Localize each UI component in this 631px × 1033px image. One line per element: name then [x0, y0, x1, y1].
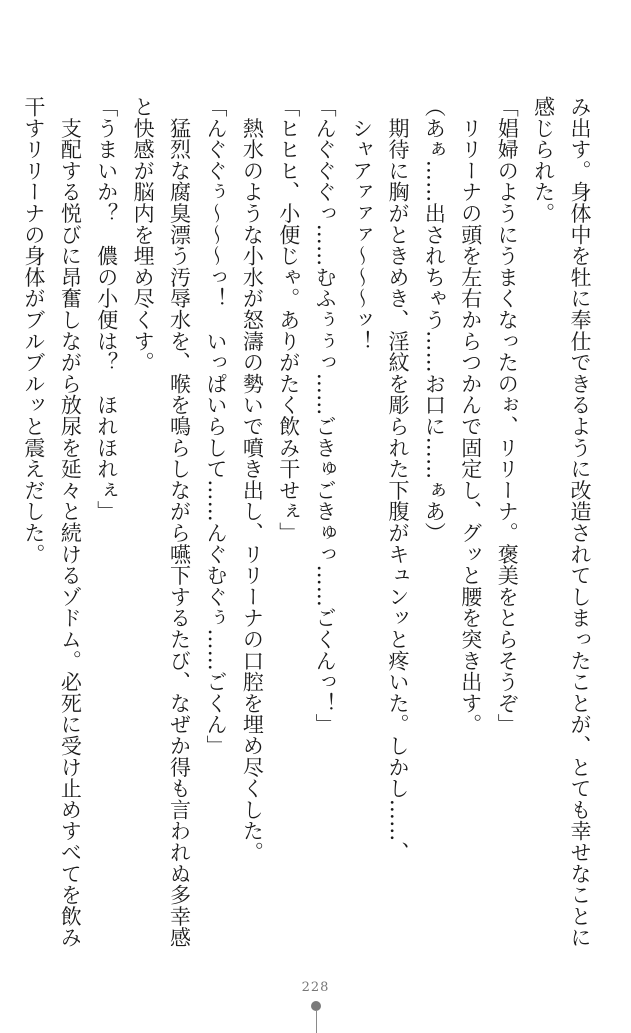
text-line: 「んぐぐぅ～～～っ！ いっぱいらして……んぐむぐぅ……ごくん」 — [203, 96, 228, 757]
page-footer — [0, 980, 631, 1033]
text-line: 干すリリーナの身体がブルブルッと震えだした。 — [21, 96, 46, 565]
text-line: 感じられた。 — [531, 96, 556, 224]
page-marker-rule — [316, 1011, 317, 1033]
page-body-text — [21, 96, 598, 948]
text-line: リリーナの頭を左右からつかんで固定し、グッと腰を突き出す。 — [458, 96, 483, 735]
text-line: （あぁ……出されちゃう……お口に……ぁあ） — [422, 96, 447, 544]
text-line: 「娼婦のようにうまくなったのぉ、リリーナ。褒美をとらそうぞ」 — [495, 96, 520, 735]
text-line: 「ヒヒヒ、小便じゃ。ありがたく飲み干せぇ」 — [276, 96, 301, 544]
text-line: 熱水のような小水が怒濤の勢いで噴き出し、リリーナの口腔を埋め尽くした。 — [240, 96, 265, 863]
text-line: 支配する悦びに昂奮しながら放尿を延々と続けるゾドム。必死に受け止めすべてを飲み — [58, 96, 83, 948]
text-line: 猛烈な腐臭漂う汚辱水を、喉を鳴らしながら嚥下するたび、なぜか得も言われぬ多幸感 — [167, 96, 192, 948]
page-marker-dot-icon — [311, 1001, 321, 1011]
text-line: み出す。身体中を牡に奉仕できるように改造されてしまったことが、とても幸せなことに — [568, 96, 592, 948]
page-number: 228 — [301, 980, 330, 995]
text-line: と快感が脳内を埋め尽くす。 — [131, 96, 156, 373]
text-line: 「うまいか？ 儂の小便は？ ほれほれぇ」 — [94, 96, 119, 522]
text-line: 「んぐぐぐっ……むふぅぅっ……ごきゅごきゅっ……ごくんっ！」 — [313, 96, 338, 735]
text-line: 期待に胸がときめき、淫紋を彫られた下腹がキュンッと疼いた。しかし……、 — [385, 96, 410, 863]
text-line: シャアァァァ～～～ッ！ — [349, 96, 374, 352]
